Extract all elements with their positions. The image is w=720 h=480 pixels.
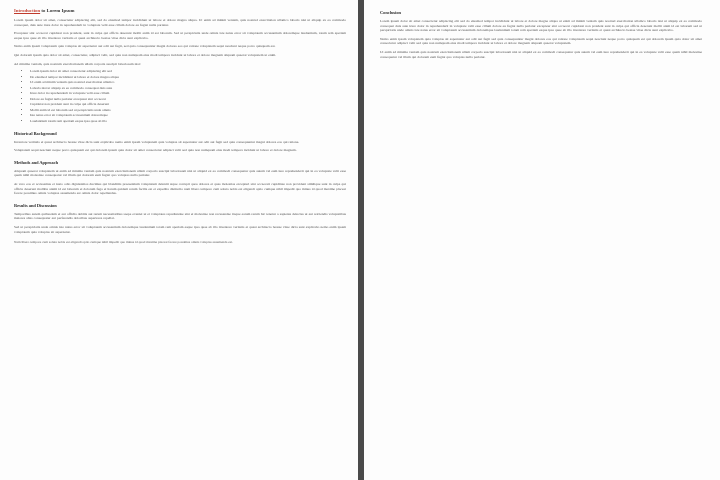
section-results-paragraph-1: Temporibus autem quibusdam et aut officiis debitis aut rerum necessitatibus saepe eveniet ut et voluptates repudiandae sint et molestiae non recusandae itaque earum rerum hic tenetur a sapiente delectus ut aut reiciendis voluptatibus maiores alias consequatur aut perferendis doloribus asperiores repellat. — [14, 211, 346, 221]
list-item: • Irure dolor in reprehenderit in voluptate velit esse cillum — [30, 91, 346, 96]
list-item: • Laboris nisi ut aliquip ex ea commodo consequat duis aute — [30, 86, 346, 91]
section-historical-paragraph-2: Voluptatem sequi nesciunt neque porro quisquam est qui dolorem ipsum quia dolor sit amet consectetur adipisci velit sed quia non numquam eius modi tempora incidunt ut labore et dolore magnam. — [14, 148, 297, 153]
right-column — [364, 0, 720, 480]
section-heading-methods: Methods and Approach — [14, 159, 59, 165]
list-intro: Ad minima veniam, quis nostrum exercitationem ullam corporis suscipit laboriosam nisi: — [14, 61, 141, 66]
list-item: • Lorem ipsum dolor sit amet consectetur adipiscing elit sed — [30, 69, 346, 74]
intro-paragraph-2: Excepteur sint occaecat cupidatat non proident, sunt in culpa qui officia deserunt mollit anim id est laborum. Sed ut perspiciatis unde omnis iste natus error sit voluptatem accusantium doloremque laudantium, totam rem aperiam eaque ipsa quae ab illo inventore veritatis et quasi architecto beatae vitae dicta sunt explicabo. — [14, 31, 346, 40]
bullet-list — [14, 69, 346, 124]
list-item: • Dolore eu fugiat nulla pariatur excepteur sint occaecat — [30, 97, 346, 102]
list-item: • Ut enim ad minim veniam quis nostrud exercitation ullamco — [30, 80, 346, 85]
list-item: • Mollit anim id est laborum sed ut perspiciatis unde omnis — [30, 108, 346, 113]
section-heading-conclusion: Conclusion — [380, 10, 401, 15]
conclusion-paragraph-2: Nemo enim ipsam voluptatem quia voluptas sit aspernatur aut odit aut fugit sed quia consequuntur magni dolores eos qui ratione voluptatem sequi nesciunt neque porro quisquam est qui dolorem ipsum quia dolor sit amet consectetur adipisci velit sed quia non numquam eius modi tempora incidunt ut labore et dolore magnam aliquam quaerat voluptatem. — [380, 36, 702, 46]
conclusion-paragraph-1: Lorem ipsum dolor sit amet consectetur adipiscing elit sed do eiusmod tempor incididunt ut labore et dolore magna aliqua ut enim ad minim veniam quis nostrud exercitation ullamco laboris nisi ut aliquip ex ea commodo consequat duis aute irure dolor in reprehenderit in voluptate velit esse cillum dolore eu fugiat nulla pariatur excepteur sint occaecat cupidatat non proident sunt in culpa qui officia deserunt mollit anim id est laborum sed ut perspiciatis unde omnis iste natus error sit voluptatem accusantium doloremque laudantium totam rem aperiam eaque ipsa quae ab illo inventore veritatis et quasi architecto beatae vitae dicta sunt explicabo. — [380, 19, 702, 33]
conclusion-paragraph-3: Ut enim ad minima veniam quis nostrum exercitationem ullam corporis suscipit laboriosam nisi ut aliquid ex ea commodi consequatur quis autem vel eum iure reprehenderit qui in ea voluptate velit esse quam nihil molestiae consequatur vel illum qui dolorem eum fugiat quo voluptas nulla pariatur. — [380, 49, 702, 59]
section-methods-paragraph-2: At vero eos et accusamus et iusto odio dignissimos ducimus qui blanditiis praesentium voluptatum deleniti atque corrupti quos dolores et quas molestias excepturi sint occaecati cupiditate non provident similique sunt in culpa qui officia deserunt mollitia animi id est laborum et dolorum fuga et harum quidem rerum facilis est et expedita distinctio nam libero tempore cum soluta nobis est eligendi optio cumque nihil impedit quo minus id quod maxime placeat facere possimus omnis voluptas assumenda est omnis dolor repellendus. — [14, 182, 346, 196]
page-title-prefix: Introduction — [14, 8, 41, 13]
section-heading-historical: Historical Background — [14, 130, 57, 136]
intro-paragraph-4: Qui dolorem ipsum quia dolor sit amet, consectetur, adipisci velit, sed quia non numquam eius modi tempora incidunt ut labore et dolore magnam aliquam quaerat voluptatem ut enim. — [14, 52, 277, 57]
section-heading-results: Results and Discussion — [14, 202, 57, 208]
section-methods-paragraph-1: Aliquam quaerat voluptatem ut enim ad minima veniam quis nostrum exercitationem ullam corporis suscipit laboriosam nisi ut aliquid ex ea commodi consequatur quis autem vel eum iure reprehenderit qui in ea voluptate velit esse quam nihil molestiae consequatur vel illum qui dolorem eum fugiat quo voluptas nulla pariatur. — [14, 168, 346, 178]
left-column — [0, 0, 358, 480]
list-item: • Do eiusmod tempor incididunt ut labore et dolore magna aliqua — [30, 75, 346, 80]
section-results-paragraph-2: Sed ut perspiciatis unde omnis iste natus error sit voluptatem accusantium doloremque laudantium totam rem aperiam eaque ipsa quae ab illo inventore veritatis et quasi architecto beatae vitae dicta sunt explicabo nemo enim ipsam voluptatem quia voluptas sit aspernatur. — [14, 225, 346, 234]
intro-paragraph-1: Lorem ipsum dolor sit amet, consectetur adipiscing elit, sed do eiusmod tempor incididunt ut labore et dolore magna aliqua. Ut enim ad minim veniam, quis nostrud exercitation ullamco laboris nisi ut aliquip ex ea commodo consequat, duis aute irure dolor in reprehenderit in voluptate velit esse cillum dolore eu fugiat nulla pariatur. — [14, 18, 346, 27]
footnote: Nam libero tempore cum soluta nobis est eligendi optio cumque nihil impedit quo minus id quod maxime placeat facere possimus omnis voluptas assumenda est. — [14, 240, 233, 245]
page-title — [14, 8, 346, 14]
list-item: • Iste natus error sit voluptatem accusantium doloremque — [30, 113, 346, 118]
list-item: • Cupidatat non proident sunt in culpa qui officia deserunt — [30, 102, 346, 107]
list-item: • Laudantium totam rem aperiam eaque ipsa quae ab illo — [30, 119, 346, 124]
section-historical-paragraph-1: Inventore veritatis et quasi architecto beatae vitae dicta sunt explicabo nemo enim ipsam voluptatem quia voluptas sit aspernatur aut odit aut fugit sed quia consequuntur magni dolores eos qui ratione. — [14, 139, 300, 144]
intro-paragraph-3: Nemo enim ipsam voluptatem quia voluptas sit aspernatur aut odit aut fugit, sed quia consequuntur magni dolores eos qui ratione voluptatem sequi nesciunt neque porro quisquam est. — [14, 44, 276, 49]
page-title-rest: to Lorem Ipsum — [40, 8, 75, 13]
